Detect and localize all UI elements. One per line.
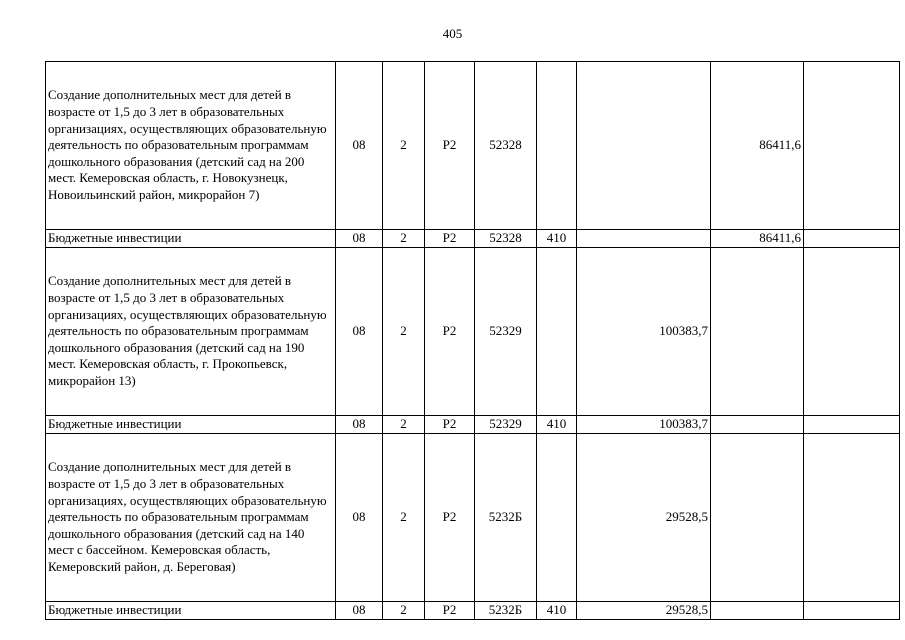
program-cell: P2 <box>425 62 475 230</box>
subsection-cell: 2 <box>383 248 425 416</box>
amount-3-cell <box>804 62 900 230</box>
code-cell: 5232Б <box>475 434 537 602</box>
code-cell: 52328 <box>475 62 537 230</box>
section-cell: 08 <box>336 602 383 620</box>
amount-2-cell <box>711 416 804 434</box>
section-cell: 08 <box>336 416 383 434</box>
expense-type-cell <box>537 62 577 230</box>
amount-3-cell <box>804 602 900 620</box>
code-cell: 5232Б <box>475 602 537 620</box>
table-row <box>46 416 900 434</box>
code-cell: 52329 <box>475 416 537 434</box>
program-cell: P2 <box>425 416 475 434</box>
row-name: Бюджетные инвестиции <box>46 230 336 248</box>
budget-table <box>45 61 900 620</box>
section-cell: 08 <box>336 248 383 416</box>
row-name: Создание дополнительных мест для детей в возрасте от 1,5 до 3 лет в образовательных организациях, осуществляющих образовательную деятельность по образовательным программам дошкольного образования (детский сад на 200 мест. Кемеровская область, г. Новокузнецк, Новоильинский район, микрорайон 7) <box>46 62 336 230</box>
subsection-cell: 2 <box>383 230 425 248</box>
expense-type-cell: 410 <box>537 416 577 434</box>
amount-3-cell <box>804 416 900 434</box>
amount-1-cell: 29528,5 <box>577 602 711 620</box>
program-cell: P2 <box>425 248 475 416</box>
amount-3-cell <box>804 434 900 602</box>
expense-type-cell: 410 <box>537 230 577 248</box>
program-cell: P2 <box>425 230 475 248</box>
amount-1-cell: 100383,7 <box>577 416 711 434</box>
section-cell: 08 <box>336 434 383 602</box>
row-name: Бюджетные инвестиции <box>46 602 336 620</box>
subsection-cell: 2 <box>383 416 425 434</box>
subsection-cell: 2 <box>383 62 425 230</box>
expense-type-cell <box>537 248 577 416</box>
amount-2-cell <box>711 248 804 416</box>
subsection-cell: 2 <box>383 434 425 602</box>
table-row <box>46 230 900 248</box>
page-number: 405 <box>442 26 463 41</box>
row-name: Бюджетные инвестиции <box>46 416 336 434</box>
section-cell: 08 <box>336 230 383 248</box>
program-cell: P2 <box>425 602 475 620</box>
amount-1-cell: 29528,5 <box>577 434 711 602</box>
code-cell: 52328 <box>475 230 537 248</box>
table-row <box>46 62 900 230</box>
table-row <box>46 602 900 620</box>
section-cell: 08 <box>336 62 383 230</box>
amount-3-cell <box>804 230 900 248</box>
amount-3-cell <box>804 248 900 416</box>
program-cell: P2 <box>425 434 475 602</box>
expense-type-cell: 410 <box>537 602 577 620</box>
amount-1-cell <box>577 62 711 230</box>
subsection-cell: 2 <box>383 602 425 620</box>
table-row <box>46 248 900 416</box>
amount-2-cell <box>711 434 804 602</box>
row-name: Создание дополнительных мест для детей в возрасте от 1,5 до 3 лет в образовательных организациях, осуществляющих образовательную деятельность по образовательным программам дошкольного образования (детский сад на 140 мест с бассейном. Кемеровская область, Кемеровский район, д. Береговая) <box>46 434 336 602</box>
amount-1-cell <box>577 230 711 248</box>
table-row <box>46 434 900 602</box>
row-name: Создание дополнительных мест для детей в возрасте от 1,5 до 3 лет в образовательных организациях, осуществляющих образовательную деятельность по образовательным программам дошкольного образования (детский сад на 190 мест. Кемеровская область, г. Прокопьевск, микрорайон 13) <box>46 248 336 416</box>
expense-type-cell <box>537 434 577 602</box>
amount-2-cell: 86411,6 <box>711 230 804 248</box>
amount-2-cell: 86411,6 <box>711 62 804 230</box>
amount-2-cell <box>711 602 804 620</box>
amount-1-cell: 100383,7 <box>577 248 711 416</box>
code-cell: 52329 <box>475 248 537 416</box>
